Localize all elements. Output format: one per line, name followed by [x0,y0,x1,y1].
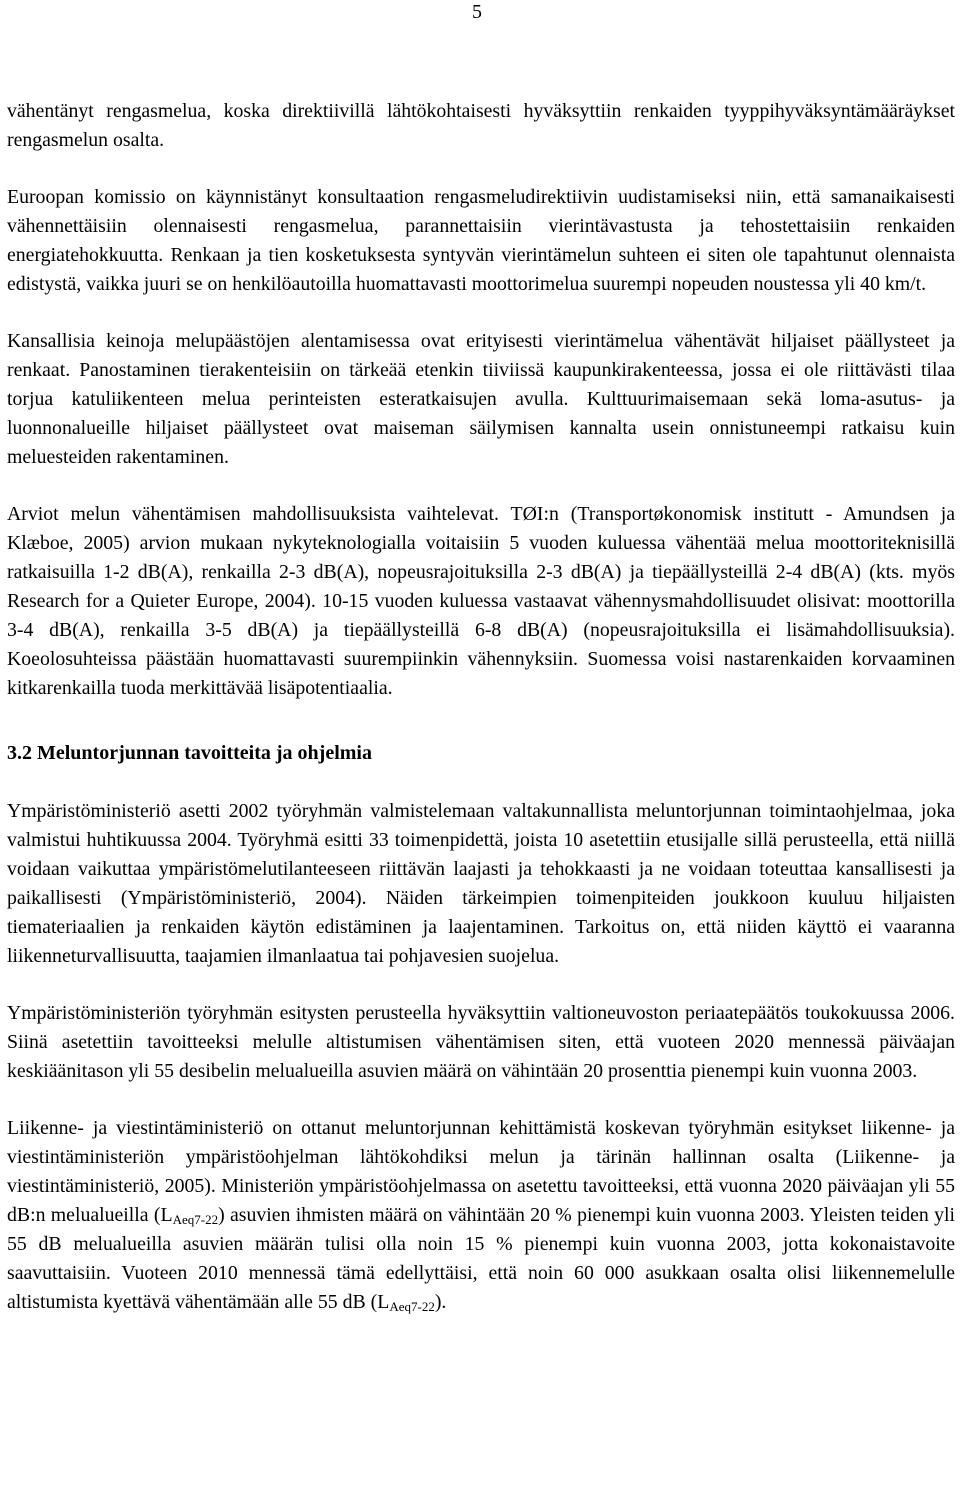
document-body [7,97,955,1317]
paragraph-kansalliset-keinot: Kansallisia keinoja melupäästöjen alentamisessa ovat erityisesti vierintämelua vähentävät hiljaiset päällysteet ja renkaat. Panostaminen tierakenteisiin on tärkeää etenkin tiiviissä kaupunkirakenteessa, jossa ei ole riittävästi tilaa torjua katuliikenteen melua perinteisten esteratkaisujen avulla. Kulttuurimaisemaan sekä loma-asutus- ja luonnonalueille hiljaiset päällysteet ovat maiseman säilymisen kannalta usein onnistuneempi ratkaisu kuin meluesteiden rakentaminen. [7,330,955,468]
paragraph-text-part: Liikenne- ja viestintäministeriö on ottanut meluntorjunnan kehittämistä koskevan työryhmän esitykset liikenne- ja viestintäministeriön ympäristöohjelman lähtökohdiksi melun ja tärinän hallinnan osalta (Liikenne- ja viestintäministeriö, 2005). Ministeriön ympäristöohjelmassa on asetettu tavoitteeksi, että vuonna 2020 päiväajan yli 55 dB:n melualueilla (L [7,1117,955,1226]
page-number: 5 [472,1,482,23]
paragraph-euroopan-komissio: Euroopan komissio on käynnistänyt konsultaation rengasmeludirektiivin uudistamiseksi niin, että samanaikaisesti vähennettäisiin olennaisesti rengasmelua, parannettaisiin vierintävastusta ja tehostettaisiin renkaiden energiatehokkuutta. Renkaan ja tien kosketuksesta syntyvän vierintämelun suhteen ei siten ole tapahtunut olennaista edistystä, vaikka juuri se on henkilöautoilla huomattavasti moottorimelua suurempi nopeuden noustessa yli 40 km/t. [7,186,955,295]
section-heading: 3.2 Meluntorjunnan tavoitteita ja ohjelmia [7,742,372,764]
paragraph-rengasmelu-direktiivi: vähentänyt rengasmelua, koska direktiivillä lähtökohtaisesti hyväksyttiin renkaiden tyyppihyväksyntämääräykset rengasmelun osalta. [7,100,955,151]
paragraph-periaatepaatos: Ympäristöministeriön työryhmän esitysten perusteella hyväksyttiin valtioneuvoston periaatepäätös toukokuussa 2006. Siinä asetettiin tavoitteeksi melulle altistumisen vähentämisen siten, että vuoteen 2020 mennessä päiväajan keskiäänitason yli 55 desibelin melualueilla asuvien määrä on vähintään 20 prosenttia pienempi kuin vuonna 2003. [7,1002,955,1082]
paragraph-ymparistoministerion-tyoryhma: Ympäristöministeriö asetti 2002 työryhmän valmistelemaan valtakunnallista meluntorjunnan toimintaohjelmaa, joka valmistui huhtikuussa 2004. Työryhmä esitti 33 toimenpidettä, joista 10 asetettiin etusijalle sillä perusteella, että niillä voidaan vaikuttaa ympäristömelutilanteeseen riittävän laajasti ja tehokkaasti ja ne voidaan toteuttaa kansallisesti ja paikallisesti (Ympäristöministeriö, 2004). Näiden tärkeimpien toimenpiteiden joukkoon kuuluu hiljaisten tiemateriaalien ja renkaiden käytön edistäminen ja laajentaminen. Tarkoitus on, että niiden käyttö ei vaaranna liikenneturvallisuutta, taajamien ilmanlaatua tai pohjavesien suojelua. [7,800,955,967]
paragraph-liikenne-ja-viestintaministerio [7,1114,955,1317]
subscript-aeq: Aeq7-22 [172,1212,219,1227]
paragraph-arviot-melun-vahentamisesta: Arviot melun vähentämisen mahdollisuuksista vaihtelevat. TØI:n (Transportøkonomisk institutt - Amundsen ja Klæboe, 2005) arvion mukaan nykyteknologialla voitaisiin 5 vuoden kuluessa vähentää melua moottoriteknisillä ratkaisuilla 1-2 dB(A), renkailla 2-3 dB(A), nopeusrajoituksilla 2-3 dB(A) ja tiepäällysteillä 2-4 dB(A) (kts. myös Research for a Quieter Europe, 2004). 10-15 vuoden kuluessa vastaavat vähennysmahdollisuudet olisivat: moottorilla 3-4 dB(A), renkailla 3-5 dB(A) ja tiepäällysteillä 6-8 dB(A) (nopeusrajoituksilla ei lisämahdollisuuksia). Koeolosuhteissa päästään huomattavasti suurempiinkin vähennyksiin. Suomessa voisi nastarenkaiden korvaaminen kitkarenkailla tuoda merkittävää lisäpotentiaalia. [7,503,955,699]
paragraph-text-part: ). [434,1291,447,1313]
subscript-aeq: Aeq7-22 [389,1299,435,1314]
paragraph-text-part: ) asuvien ihmisten määrä on vähintään 20 % pienempi kuin vuonna 2003. Yleisten teiden yli 55 dB melualueilla asuvien määrän tulisi olla noin 15 % pienempi kuin vuonna 2003, jotta kokonaistavoite saavuttaisiin. Vuoteen 2010 mennessä tämä edellyttäisi, että noin 60 000 asukkaan osalta olisi liikennemelulle altistumista kyettävä vähentämään alle 55 dB (L [7,1204,955,1313]
